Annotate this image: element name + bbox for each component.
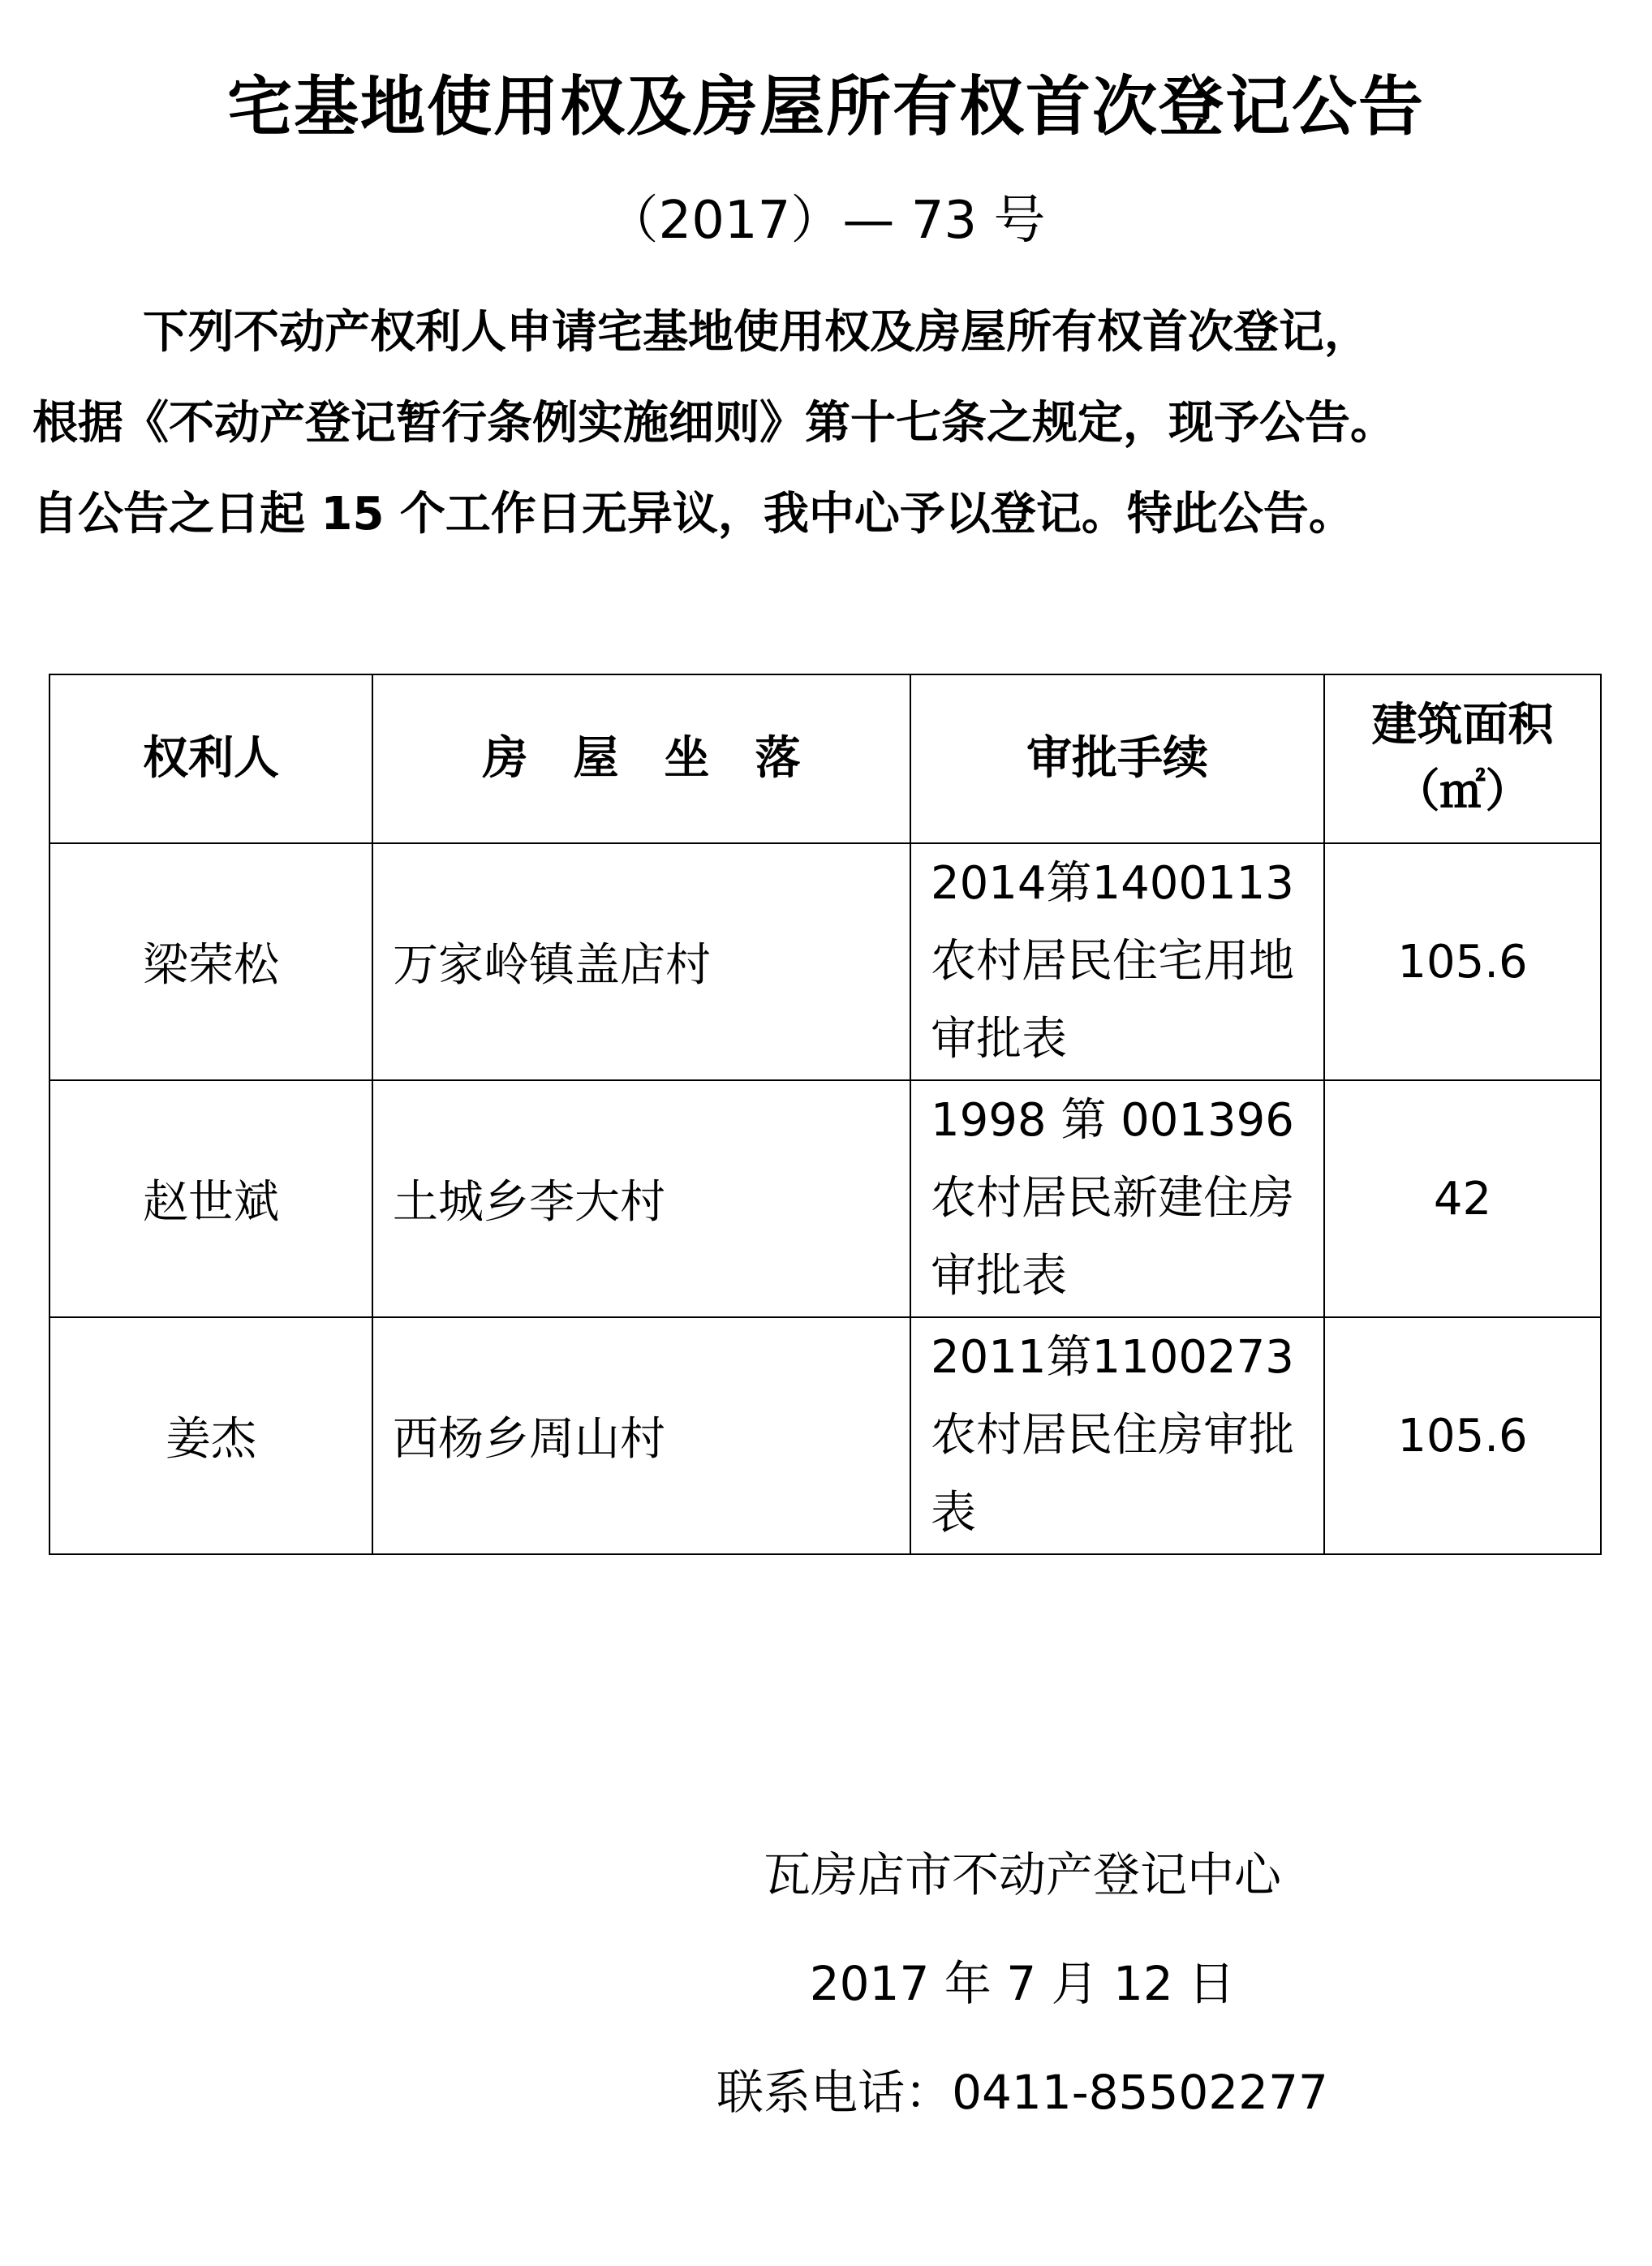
table-row xyxy=(49,843,1601,1080)
cell-location: 土城乡李大村 xyxy=(372,1080,910,1317)
cell-area: 105.6 xyxy=(1324,843,1601,1080)
header-owner: 权利人 xyxy=(49,674,372,843)
issue-date: 2017 年 7 月 12 日 xyxy=(809,1956,1236,2011)
intro-line-2: 根据《不动产登记暂行条例实施细则》第十七条之规定，现予公告。 xyxy=(32,397,1396,450)
header-area-label: 建筑面积 xyxy=(1371,699,1554,752)
notice-title: 宅基地使用权及房屋所有权首次登记公告 xyxy=(227,69,1425,144)
cell-owner: 姜杰 xyxy=(49,1317,372,1554)
cell-owner: 梁荣松 xyxy=(49,843,372,1080)
cell-approval: 2014第1400113农村居民住宅用地审批表 xyxy=(910,843,1324,1080)
document-number: （2017）— 73 号 xyxy=(606,191,1046,251)
header-location-label: 房屋坐落 xyxy=(482,732,846,785)
cell-location: 西杨乡周山村 xyxy=(372,1317,910,1554)
cell-area: 105.6 xyxy=(1324,1317,1601,1554)
registration-table xyxy=(49,674,1602,1555)
cell-area: 42 xyxy=(1324,1080,1601,1317)
header-location xyxy=(372,674,910,843)
intro-line-3: 自公告之日起 15 个工作日无异议，我中心予以登记。特此公告。 xyxy=(32,488,1354,541)
cell-approval: 2011第1100273农村居民住房审批表 xyxy=(910,1317,1324,1554)
table-row xyxy=(49,1317,1601,1554)
cell-owner: 赵世斌 xyxy=(49,1080,372,1317)
cell-approval: 1998 第 001396农村居民新建住房审批表 xyxy=(910,1080,1324,1317)
header-area-unit: （㎡） xyxy=(1394,765,1531,818)
issuing-organization: 瓦房店市不动产登记中心 xyxy=(763,1847,1281,1902)
header-area xyxy=(1324,674,1601,843)
cell-location: 万家岭镇盖店村 xyxy=(372,843,910,1080)
intro-paragraph xyxy=(32,300,1631,573)
table-row xyxy=(49,1080,1601,1317)
intro-line-1: 下列不动产权利人申请宅基地使用权及房屋所有权首次登记， xyxy=(143,306,1370,359)
header-approval: 审批手续 xyxy=(910,674,1324,843)
contact-phone: 联系电话：0411-85502277 xyxy=(716,2065,1328,2120)
table-header-row xyxy=(49,674,1601,843)
